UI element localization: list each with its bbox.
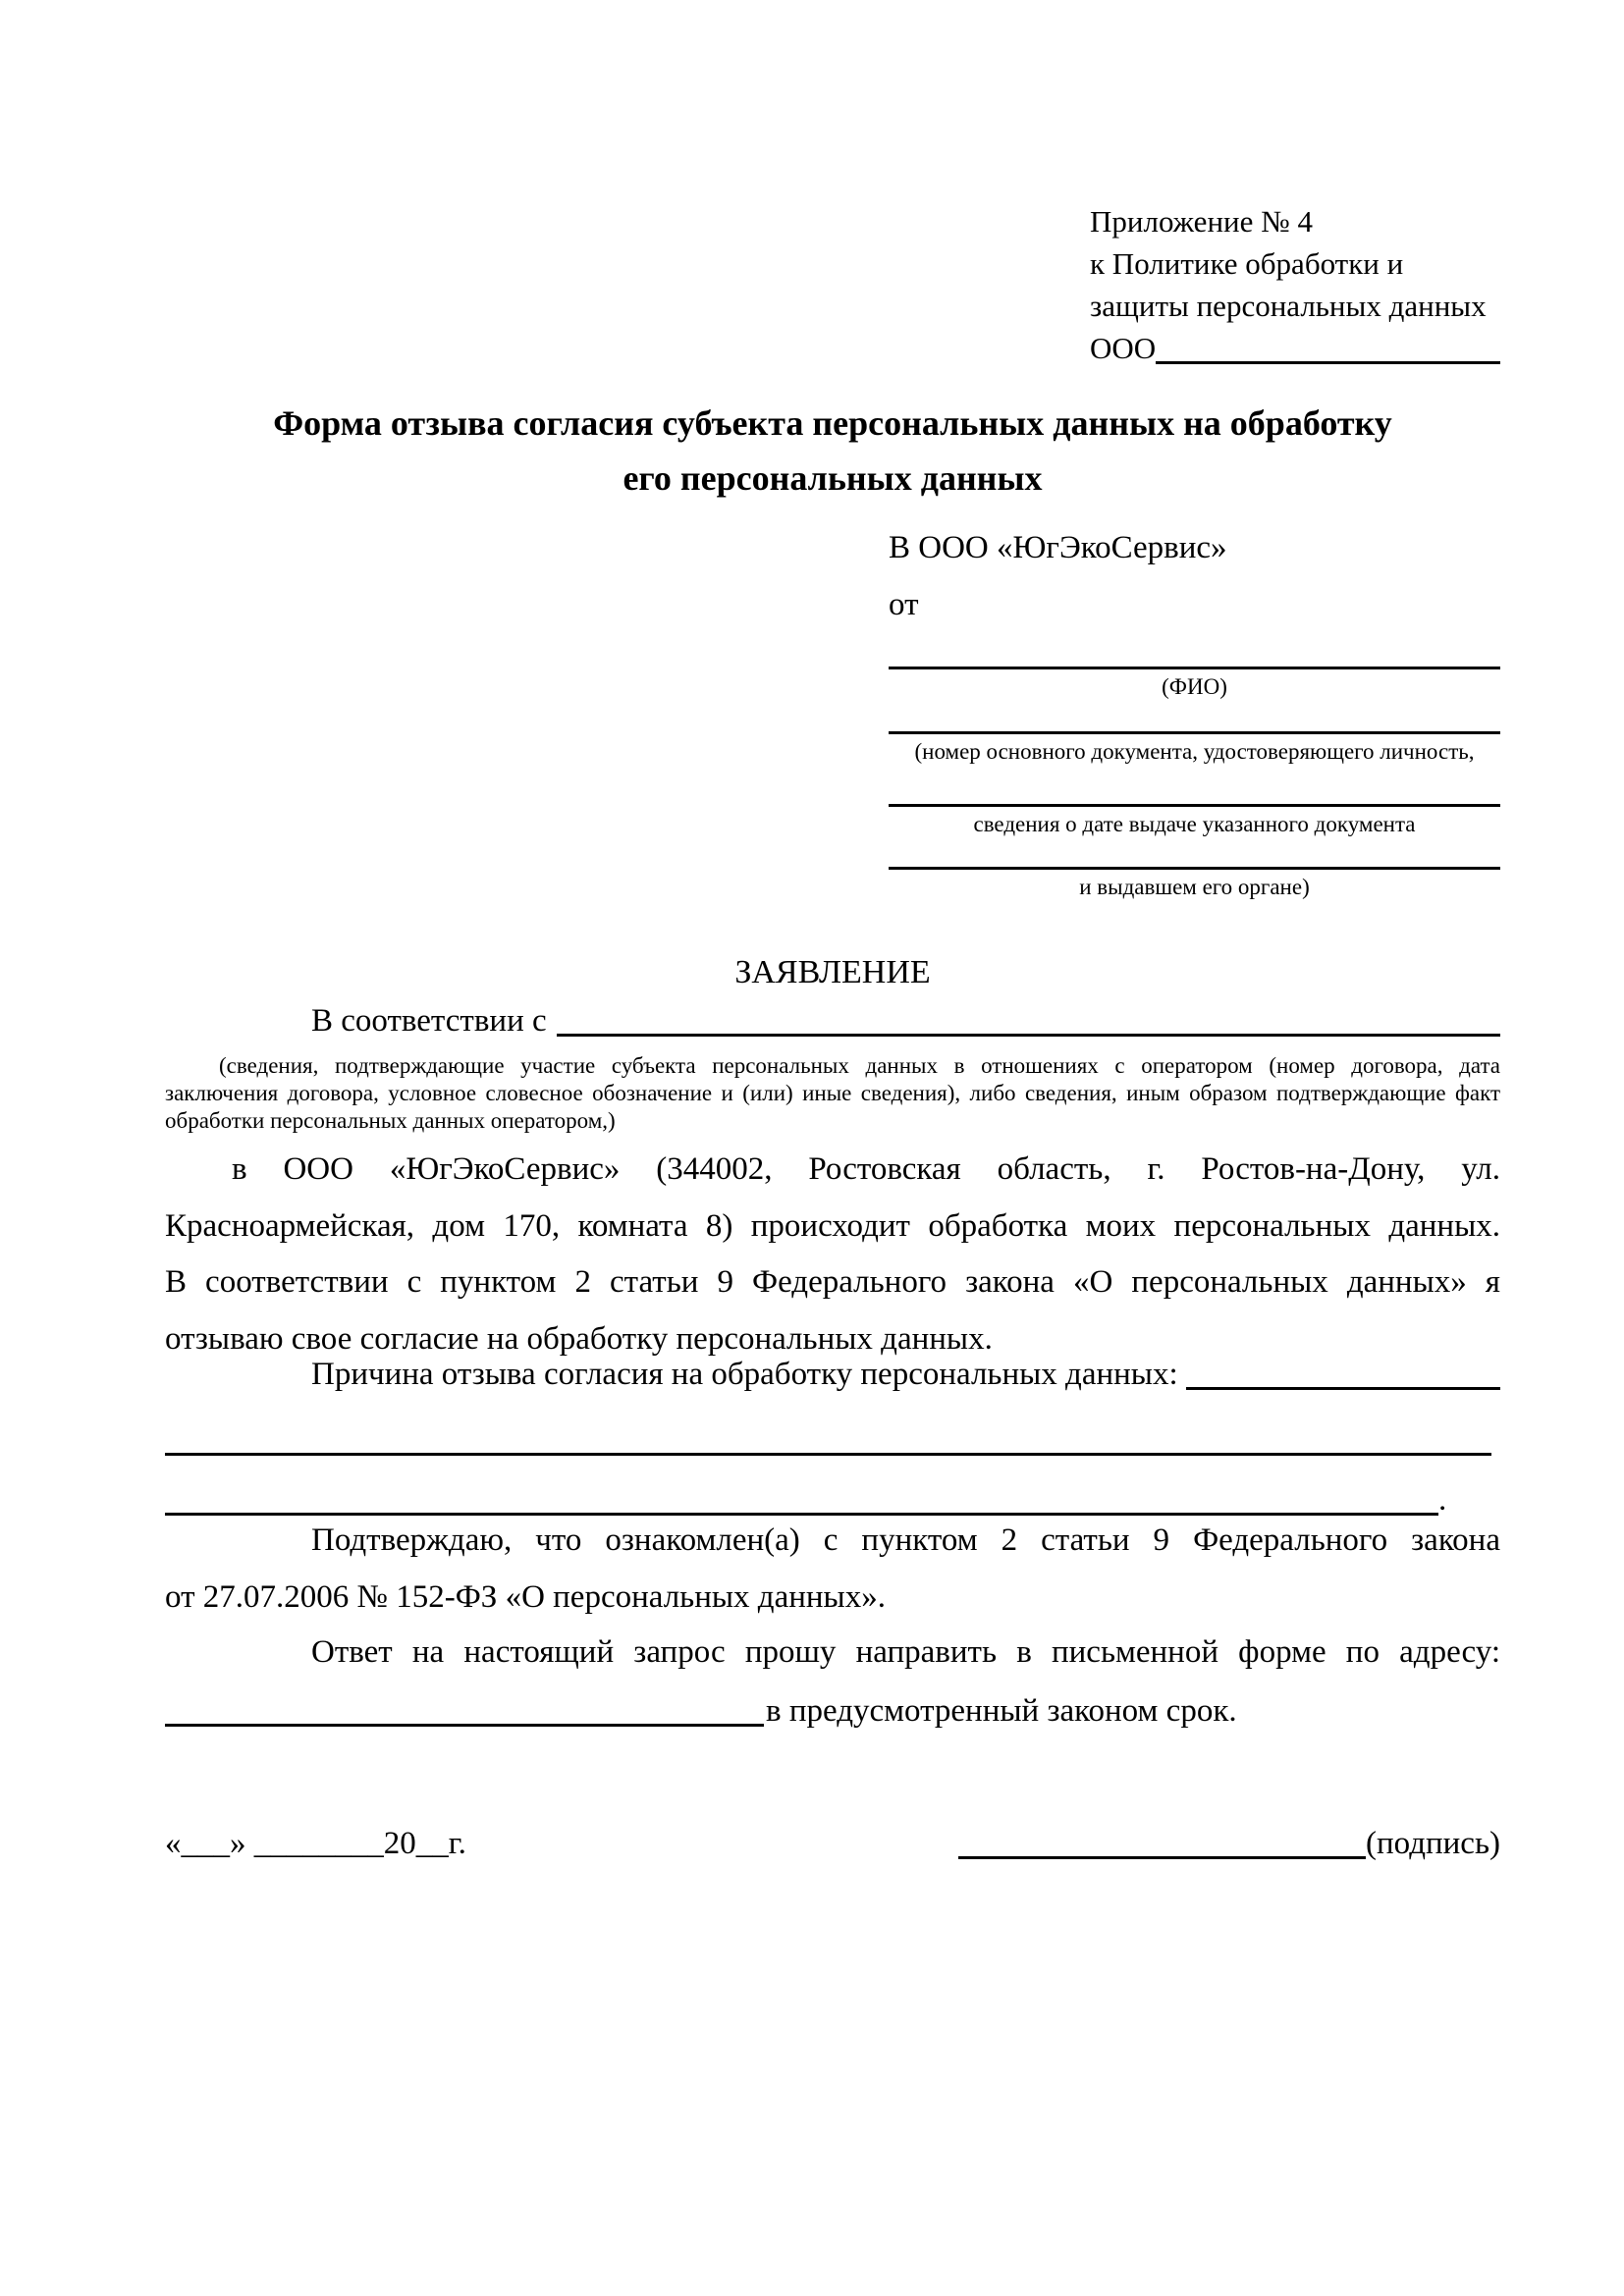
appendix-note	[1090, 200, 1500, 369]
main-paragraph-line: отзываю свое согласие на обработку персональных данных.	[165, 1320, 993, 1357]
response-request-line: Ответ на настоящий запрос прошу направить в письменной форме по адресу:	[311, 1634, 1500, 1670]
sentence-period: .	[1438, 1482, 1447, 1518]
fine-print-line: обработки персональных данных оператором,)	[165, 1108, 616, 1133]
reason-blank-line	[1186, 1387, 1500, 1390]
company-name-row	[1090, 327, 1500, 369]
main-paragraph	[165, 1142, 1500, 1367]
issuing-authority-caption: и выдавшем его органе)	[1079, 875, 1310, 899]
document-issue-date-blank-line	[889, 775, 1500, 807]
confirmation-paragraph	[165, 1513, 1500, 1626]
main-paragraph-line: Красноармейская, дом 170, комната 8) происходит обработка моих персональных данных.	[165, 1207, 1500, 1244]
fine-print	[165, 1052, 1500, 1135]
document-number-caption: (номер основного документа, удостоверяющего личность,	[914, 739, 1475, 764]
fine-print-line: заключения договора, условное словесное обозначение и (или) иные сведения), либо сведения, иным образом подтверждающие факт	[165, 1081, 1500, 1105]
response-address-line	[165, 1693, 1500, 1730]
page-title-line: его персональных данных	[623, 458, 1043, 498]
main-paragraph-line: В соответствии с пунктом 2 статьи 9 Федерального закона «О персональных данных» я	[165, 1264, 1500, 1300]
addressee-to: В ООО «ЮгЭкоСервис»	[889, 530, 1227, 565]
response-tail: в предусмотренный законом срок.	[766, 1693, 1237, 1729]
fine-print-line: (сведения, подтверждающие участие субъекта персональных данных в отношениях с оператором (номер договора, дата	[219, 1053, 1500, 1078]
addressee-from-label: от	[889, 587, 919, 622]
signature-caption: (подпись)	[1366, 1826, 1500, 1861]
footer-row	[165, 1826, 1500, 1862]
address-blank-line	[165, 1724, 764, 1727]
signature-blank-line	[958, 1856, 1366, 1859]
accordance-line	[165, 1003, 1500, 1040]
document-number-blank-line	[889, 703, 1500, 734]
issuing-authority-blank-line	[889, 838, 1500, 870]
reason-prefix: Причина отзыва согласия на обработку персональных данных:	[311, 1357, 1178, 1392]
company-name-blank-line	[1156, 361, 1500, 364]
appendix-note-line: к Политике обработки и	[1090, 246, 1404, 281]
date-blank-line: «___» ________20__г.	[165, 1826, 466, 1861]
appendix-note-line: защиты персональных данных	[1090, 289, 1487, 323]
fio-blank-line	[889, 638, 1500, 669]
accordance-blank-line	[557, 1034, 1500, 1037]
main-paragraph-line: в ООО «ЮгЭкоСервис» (344002, Ростовская область, г. Ростов-на-Дону, ул.	[232, 1151, 1500, 1187]
document-issue-date-caption: сведения о дате выдаче указанного документа	[973, 812, 1416, 836]
reason-line	[165, 1357, 1500, 1393]
page-title	[165, 396, 1500, 506]
statement-heading: ЗАЯВЛЕНИЕ	[734, 954, 931, 990]
confirmation-line: от 27.07.2006 № 152-ФЗ «О персональных данных».	[165, 1578, 886, 1615]
confirmation-line: Подтверждаю, что ознакомлен(а) с пунктом 2 статьи 9 Федерального закона	[311, 1522, 1500, 1558]
accordance-prefix: В соответствии с	[311, 1003, 547, 1039]
fio-caption: (ФИО)	[1162, 674, 1227, 699]
appendix-note-line: Приложение № 4	[1090, 204, 1313, 239]
reason-continuation-blank-line	[165, 1428, 1491, 1456]
company-prefix-label: ООО	[1090, 331, 1157, 365]
page-title-line: Форма отзыва согласия субъекта персональных данных на обработку	[273, 403, 1392, 443]
